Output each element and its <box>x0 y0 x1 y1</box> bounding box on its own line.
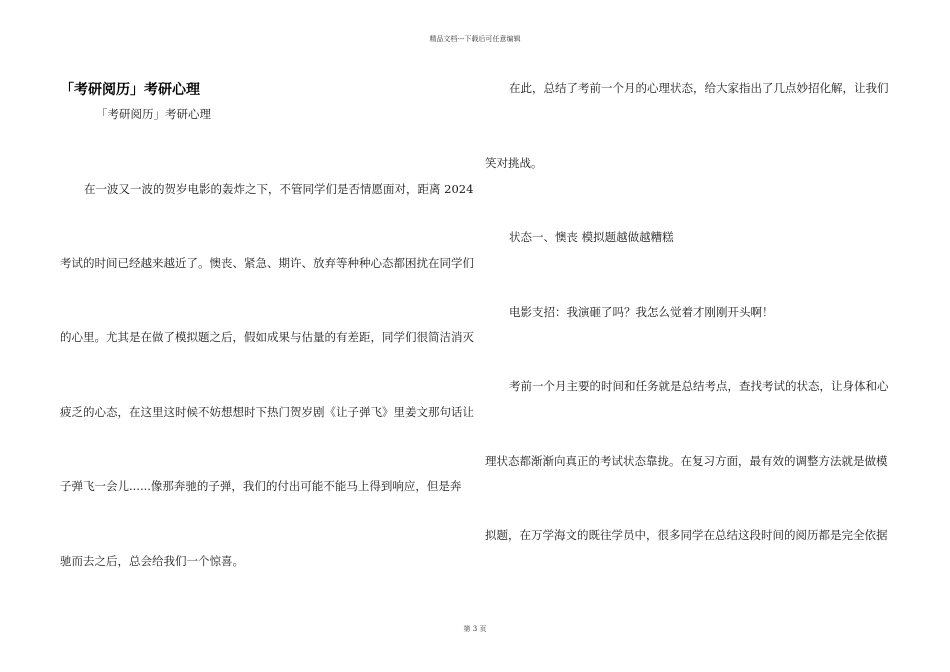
right-paragraph-line: 笑对挑战。 <box>485 156 543 170</box>
right-paragraph-line: 理状态都渐渐向真正的考试状态靠拢。在复习方面，最有效的调整方法就是做模 <box>485 454 888 468</box>
page-number: 第 3 页 <box>463 625 487 633</box>
page-header: 精品文档---下载后可任意编辑 <box>429 35 521 43</box>
document-title: 「考研阅历」考研心理 <box>60 82 200 98</box>
left-paragraph-line: 在一波又一波的贺岁电影的轰炸之下，不管同学们是否情愿面对，距离 2024 <box>84 182 474 196</box>
left-paragraph-line: 的心里。尤其是在做了模拟题之后，假如成果与估量的有差距，同学们很简洁消灭 <box>60 330 474 344</box>
document-subtitle: 「考研阅历」考研心理 <box>96 107 211 121</box>
section-heading: 状态一、懊丧 模拟题越做越糟糕 <box>509 230 674 244</box>
right-paragraph-line: 拟题，在万学海文的既往学员中，很多同学在总结这段时间的阅历都是完全依据 <box>485 528 888 542</box>
right-paragraph-line: 电影支招：我演砸了吗？我怎么觉着才刚刚开头啊！ <box>509 305 774 319</box>
left-paragraph-line: 驰而去之后，总会给我们一个惊喜。 <box>60 554 244 568</box>
left-paragraph-line: 疲乏的心态，在这里这时候不妨想想时下热门贺岁剧《让子弹飞》里姜文那句话让 <box>60 405 474 419</box>
right-paragraph-line: 考前一个月主要的时间和任务就是总结考点，查找考试的状态，让身体和心 <box>509 379 889 393</box>
right-paragraph-line: 在此，总结了考前一个月的心理状态，给大家指出了几点妙招化解，让我们 <box>509 81 889 95</box>
left-paragraph-line: 考试的时间已经越来越近了。懊丧、紧急、期许、放弃等种种心态都困扰在同学们 <box>60 256 474 270</box>
left-paragraph-line: 子弹飞一会儿......像那奔驰的子弹，我们的付出可能不能马上得到响应，但是奔 <box>60 479 462 493</box>
